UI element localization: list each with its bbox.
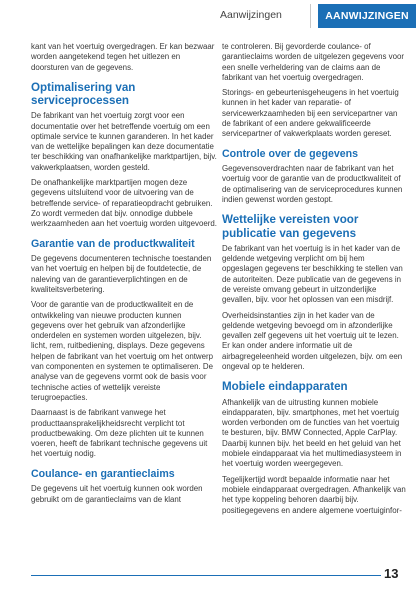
footer-rule <box>31 575 381 576</box>
section-title: Aanwijzingen <box>220 9 282 21</box>
paragraph: Storings- en gebeurtenisgeheugens in het voertuig kunnen in het kader van reparatie- of servicewerkzaamheden bij een servicepartner van de fabrikant of een andere gekwalificeerde servicepartner of vakwerkplaats worden gereset. <box>222 88 399 139</box>
heading-mobiele-eindapparaten: Mobiele eindapparaten <box>222 380 348 394</box>
paragraph: Tegelijkertijd wordt bepaalde informatie naar het mobiele eindapparaat overgedragen. Afhankelijk van het type koppeling behoren daarbij bijv. positiegegevens en andere algemene voertuiginfor- <box>222 474 406 515</box>
left-column <box>31 42 217 510</box>
chapter-tab: AANWIJZINGEN <box>318 4 416 28</box>
heading-coulance: Coulance- en garantieclaims <box>31 467 175 480</box>
paragraph: Daarnaast is de fabrikant vanwege het producttaansprakelijkheidsrecht verplicht tot productbewaking. Om deze plichten uit te kunnen voeren, heeft de fabrikant technische gegevens uit het voertuig nodig. <box>31 408 208 459</box>
heading-optimalisering: Optimalisering van serviceprocessen <box>31 80 136 108</box>
paragraph: Afhankelijk van de uitrusting kunnen mobiele eindapparaten, bijv. smartphones, met het voertuig worden verbonden om de functies van het voertuig te besturen, bijv. BMW Connected, Apple CarPlay. Daarbij kunnen bijv. het beeld en het geluid van het mobiele eindapparaat via het multimediasysteem in het voertuig worden weergegeven. <box>222 397 402 469</box>
page-number: 13 <box>384 566 399 581</box>
paragraph: Gegevensoverdrachten naar de fabrikant van het voertuig voor de garantie van de productkwaliteit of de optimalisering van de serviceprocedures kunnen indien gewenst worden gestopt. <box>222 164 403 205</box>
paragraph: De fabrikant van het voertuig zorgt voor een documentatie over het betreffende voertuig om een optimale service te kunnen garanderen. In het kader van de wettelijke bepalingen kan deze documentatie ter beschikking van onafhankelijke marktpartijen, bijv. vakwerkplaatsen, worden gesteld. <box>31 111 217 172</box>
heading-controle: Controle over de gegevens <box>222 147 358 160</box>
heading-wettelijke-vereisten: Wettelijke vereisten voor publicatie van gegevens <box>222 213 359 240</box>
paragraph: De gegevens documenteren technische toestanden van het voertuig en helpen bij de foutdetectie, de naleving van de garantieverplichtingen en de kwaliteitsverbetering. <box>31 254 212 294</box>
page-header <box>0 0 416 34</box>
header-divider <box>310 4 311 28</box>
right-column <box>222 42 406 521</box>
paragraph: te controleren. Bij gevorderde coulance- of garantieclaims worden de uitgelezen gegevens voor een snelle verheldering van de claims aan de fabrikant van het voertuig overgedragen. <box>222 42 405 82</box>
heading-garantie: Garantie van de productkwaliteit <box>31 237 195 250</box>
paragraph: De gegevens uit het voertuig kunnen ook worden gebruikt om de garantieclaims van de klant <box>31 484 203 504</box>
paragraph: Overheidsinstanties zijn in het kader van de geldende wetgeving bevoegd om in afzonderlijke gevallen zelf gegevens uit het voertuig uit te lezen. Er kan onder andere informatie uit de airbagregeleenheid worden uitgelezen, bijv. om een ongeval op te helderen. <box>222 310 403 372</box>
paragraph: Voor de garantie van de productkwaliteit en de ontwikkeling van nieuwe producten kunnen gegevens over het gebruik van afzonderlijke onderdelen en systemen worden uitgelezen, bijv. licht, rem, ruitbediening, displays. Deze gegevens helpen de fabrikant van het voertuig om het ontwerp van componenten en systemen te optimaliseren. De analyse van de gegevens vormt ook de basis voor technische acties of wettelijk vereiste terugroepacties. <box>31 300 214 402</box>
paragraph: De onafhankelijke marktpartijen mogen deze gegevens uitsluitend voor de uitvoering van de betreffende service- of reparatieopdracht gebruiken. Zo wordt vermeden dat bijv. onnodige dubbele werkzaamheden aan het voertuig worden uitgevoerd. <box>31 178 217 229</box>
paragraph: kant van het voertuig overgedragen. Er kan bezwaar worden aangetekend tegen het uitlezen en doorsturen van de gegevens. <box>31 42 215 72</box>
paragraph: De fabrikant van het voertuig is in het kader van de geldende wetgeving verplicht om bij hem opgeslagen gegevens ter beschikking te stellen van de autoriteiten. Deze publicatie van de gegevens in de vereiste omvang gebeurt in uitzonderlijke gevallen, bijv. voor het oplossen van een misdrijf. <box>222 243 403 305</box>
